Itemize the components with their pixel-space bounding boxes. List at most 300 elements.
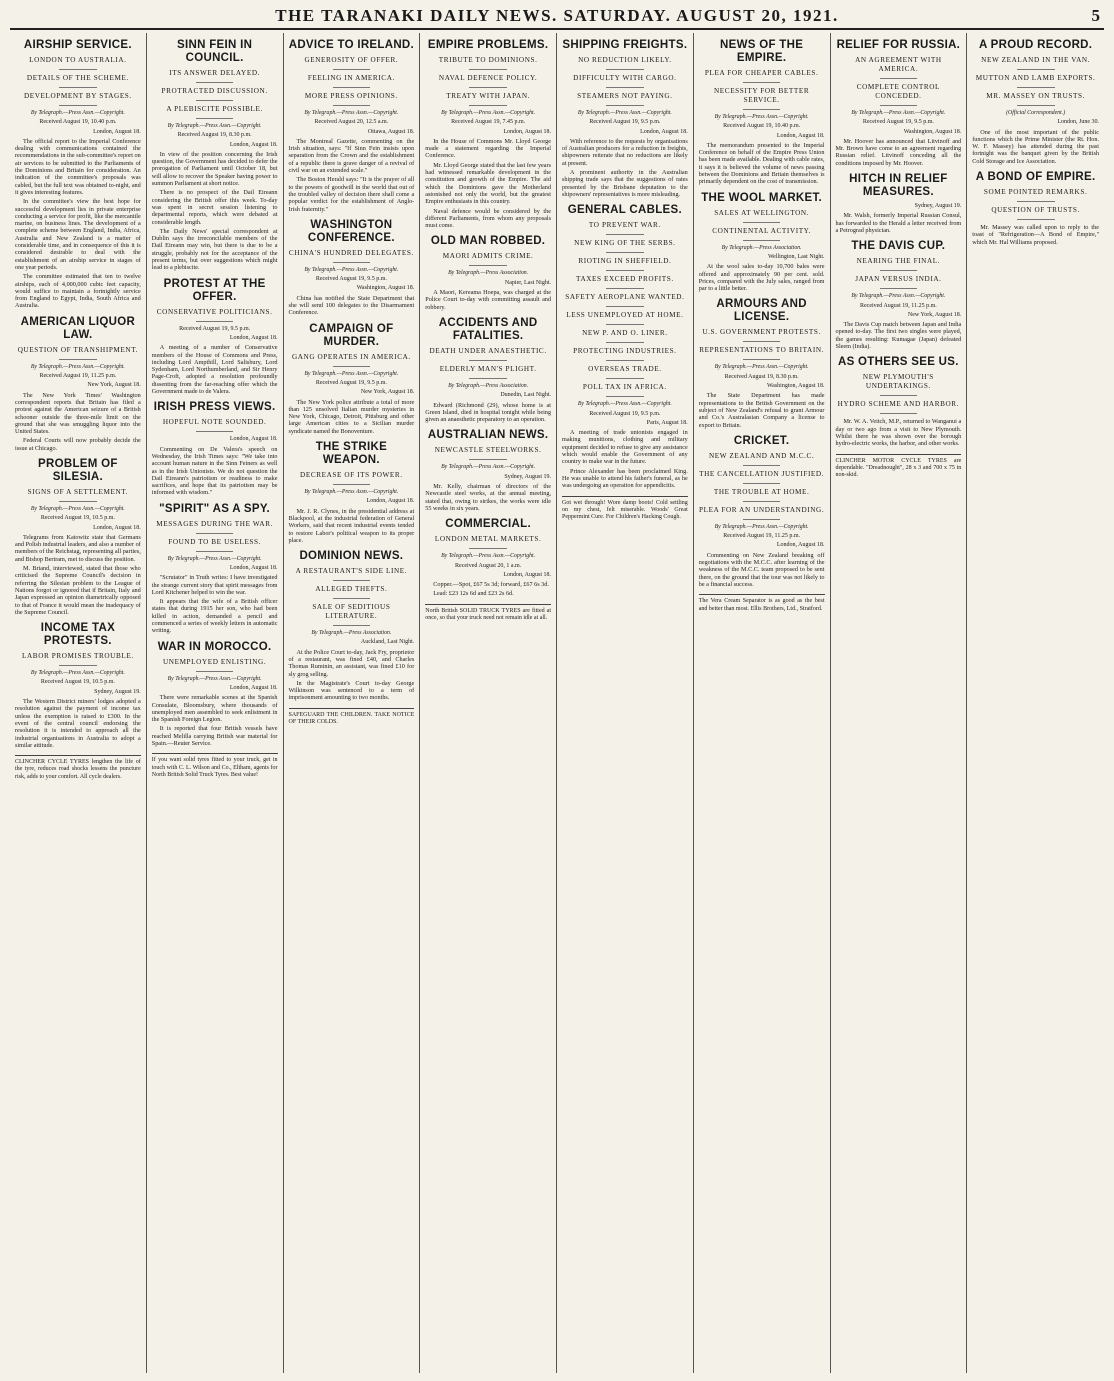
deck-divider bbox=[196, 671, 234, 672]
deck-divider bbox=[196, 118, 234, 119]
article-deck: MAORI ADMITS CRIME. bbox=[442, 252, 534, 261]
article-paragraph: The memorandum presented to the Imperial Conference on behalf of the Empire Press Union has been made available. Dealing with cable rates, it says it is believed the volume of news passing between the Dominions and Britain themselves is primarily dependent on the cost of transmission. bbox=[698, 141, 825, 186]
article-deck: NECESSITY FOR BETTER SERVICE. bbox=[714, 87, 810, 104]
article-paragraph: In the Magistrate's Court to-day George Wilkinson was sentenced to a term of imprisonment amounting to two months. bbox=[288, 679, 415, 702]
column-8 bbox=[967, 33, 1104, 1373]
article-paragraph: Mr. Hoover has announced that Litvinoff and Mr. Brown have come to an agreement regarding Russian relief. Litvinoff conceding all the conditions imposed by Mr. Hoover. bbox=[835, 137, 962, 167]
article-headline: ADVICE TO IRELAND. bbox=[288, 39, 415, 51]
article-received: Received August 19, 8.30 p.m. bbox=[724, 373, 799, 380]
article-received: Received August 19, 10.5 p.m. bbox=[40, 515, 115, 522]
deck-divider bbox=[743, 483, 781, 484]
article-paragraph: Mr. W. A. Veitch, M.P., returned to Wanganui a day or two ago from a visit to New Plymouth. Whilst there he was shown over the borough hydro-electric works, the harbor, and other works. bbox=[835, 418, 962, 448]
article-deck: HOPEFUL NOTE SOUNDED. bbox=[162, 418, 267, 427]
deck-divider bbox=[1017, 201, 1055, 202]
deck-divider bbox=[196, 533, 234, 534]
article-received: Received August 19, 7.45 p.m. bbox=[451, 119, 526, 126]
advertisement: The Vera Cream Separator is as good as the best and better than most. Ellis Brothers, Ltd., Stratford. bbox=[699, 594, 825, 613]
article bbox=[152, 503, 278, 635]
deck-divider bbox=[469, 459, 507, 460]
article bbox=[425, 429, 551, 512]
article-byline: By Telegraph.—Press Assn.—Copyright. bbox=[30, 110, 125, 116]
article-headline: NEWS OF THE EMPIRE. bbox=[720, 39, 804, 64]
deck-divider bbox=[469, 360, 507, 361]
article-received: Received August 19, 11.25 p.m. bbox=[723, 533, 801, 540]
article bbox=[15, 622, 141, 749]
article-headline: AMERICAN LIQUOR LAW. bbox=[20, 315, 136, 341]
deck-divider bbox=[333, 366, 371, 367]
deck-divider bbox=[59, 105, 97, 106]
article-paragraph: The Boston Herald says: "It is the prayer of all to the powers of goodwill in the world that out of the troubled valley of decision there shall come a popular verdict for the establishment of Anglo-Irish fraternity." bbox=[288, 176, 415, 213]
deck-divider bbox=[743, 465, 781, 466]
article-paragraph: Telegrams from Katowitz state that Germans and Polish industrial leaders, and also a number of members of the Reichstag, representing all parties, and Bishop Bertram, met to discuss the position. bbox=[15, 533, 141, 563]
deck-divider bbox=[469, 378, 507, 379]
deck-divider bbox=[469, 548, 507, 549]
article-dateline: London, August 18. bbox=[366, 498, 415, 505]
article-dateline: London, August 18. bbox=[776, 132, 825, 139]
deck-divider bbox=[333, 105, 371, 106]
article-dateline: London, August 18. bbox=[229, 564, 278, 571]
article-paragraph: Federal Courts will now probably decide the issue at Chicago. bbox=[15, 437, 141, 452]
article-deck: THE TROUBLE AT HOME. bbox=[713, 487, 810, 496]
article-deck: TO PREVENT WAR. bbox=[588, 221, 661, 230]
article-deck: PROTRACTED DISCUSSION. bbox=[161, 87, 268, 95]
article-paragraph: China has notified the State Department that she will send 100 delegates to the Disarmament Conference. bbox=[288, 294, 415, 317]
article-paragraph: M. Briand, interviewed, stated that those who criticised the Supreme Council's decision in referring the Silesian problem to the League of Nations forgot or ignored that if Britain, Italy and Japan expressed an opinion diametrically opposed to that of France it would mean the inadequacy of the Supreme Council. bbox=[15, 565, 141, 616]
deck-divider bbox=[1017, 69, 1055, 70]
deck-divider bbox=[1017, 87, 1055, 88]
article-deck: SAFETY AEROPLANE WANTED. bbox=[565, 293, 685, 302]
deck-divider bbox=[880, 105, 918, 106]
advertisement: Got wet through! Wore damp boots! Cold settling on my chest, felt miserable. Woods' Great Peppermint Cure. For Children's Hacking Cough. bbox=[562, 496, 688, 522]
article-received: Received August 19, 11.25 p.m. bbox=[859, 302, 937, 309]
article bbox=[699, 192, 825, 293]
article-deck: FEELING IN AMERICA. bbox=[307, 74, 395, 82]
article-deck: CONTINENTAL ACTIVITY. bbox=[712, 226, 811, 235]
deck-divider bbox=[59, 501, 97, 502]
article-deck: NEW KING OF THE SERBS. bbox=[574, 239, 676, 248]
article-paragraph: Lead: £23 12s 6d and £23 2s 6d. bbox=[433, 590, 514, 598]
article-headline: A PROUD RECORD. bbox=[978, 39, 1093, 51]
article-received: Received August 19, 11.25 p.m. bbox=[39, 373, 117, 380]
article-deck: GANG OPERATES IN AMERICA. bbox=[291, 352, 411, 361]
article-deck: QUESTION OF TRANSHIPMENT. bbox=[17, 345, 139, 354]
article-headline: THE WOOL MARKET. bbox=[701, 191, 823, 204]
deck-divider bbox=[880, 413, 918, 414]
article-paragraph: The Davis Cup match between Japan and India opened to-day. The first two singles were played, the games resulting: Kumagae (Japan) defeated Sleem (India). bbox=[835, 321, 962, 351]
article-deck: NEARING THE FINAL. bbox=[856, 257, 941, 266]
article-deck: LONDON TO AUSTRALIA. bbox=[29, 56, 127, 64]
article bbox=[562, 204, 688, 489]
deck-divider bbox=[880, 78, 918, 79]
article-received: Received August 19, 8.30 p.m. bbox=[177, 132, 252, 139]
deck-divider bbox=[196, 100, 234, 101]
article-headline: COMMERCIAL. bbox=[445, 518, 531, 531]
article-dateline: Napier, Last Night. bbox=[504, 279, 551, 286]
article-deck: NEW ZEALAND AND M.C.C. bbox=[708, 451, 815, 460]
article-headline: AUSTRALIAN NEWS. bbox=[427, 429, 549, 442]
article-received: Received August 19, 10.40 p.m. bbox=[723, 123, 801, 130]
article-dateline: Wellington, Last Night. bbox=[767, 253, 825, 260]
advertisement: North British SOLID TRUCK TYRES are fitted at once, so that your truck need not remain idle at all. bbox=[425, 604, 551, 623]
article-dateline: Sydney, August 19. bbox=[914, 203, 962, 210]
deck-divider bbox=[196, 82, 234, 83]
article-paragraph: It appears that the wife of a British officer states that during 1915 her son, who had been killed in action, demanded a pencil and commenced a series of weekly letters in automatic writing. bbox=[151, 598, 278, 635]
article-paragraph: At the wool sales to-day 10,700 bales were offered and approximately 90 per cent. sold. Prices, compared with the July sales, ranged from par to a little better. bbox=[698, 263, 825, 293]
deck-divider bbox=[59, 87, 97, 88]
deck-divider bbox=[880, 270, 918, 271]
deck-divider bbox=[606, 105, 644, 106]
deck-divider bbox=[880, 395, 918, 396]
article-dateline: London, August 18. bbox=[503, 128, 551, 135]
article-deck: STEAMERS NOT PAYING. bbox=[577, 92, 673, 100]
article-deck: ITS ANSWER DELAYED. bbox=[169, 69, 261, 77]
article bbox=[425, 39, 551, 229]
deck-divider bbox=[196, 431, 234, 432]
article-headline: PROBLEM OF SILESIA. bbox=[38, 457, 118, 483]
article-deck: NEW ZEALAND IN THE VAN. bbox=[981, 56, 1091, 64]
article-dateline: Dunedin, Last Night. bbox=[500, 392, 551, 399]
article-deck: SALES AT WELLINGTON. bbox=[714, 208, 810, 217]
article-paragraph: With reference to the requests by organisations of Australian producers for a reduction in freights, shipowners reiterate that no reductions are likely at present. bbox=[562, 137, 688, 167]
article-deck: MESSAGES DURING THE WAR. bbox=[156, 519, 273, 528]
advertisement: CLINCHER MOTOR CYCLE TYRES are dependable. "Dreadnought", 28 x 3 and 700 x 75 in non-skid. bbox=[836, 454, 962, 480]
column-5 bbox=[557, 33, 694, 1373]
article bbox=[699, 39, 825, 186]
article-paragraph: In the committee's view the best hope for successful development lies in private enterprise conducting a service for profit, like the mercantile marine, on business lines. The development of a complete scheme between England, India, Africa, Australia and New Zealand is a matter of considerable time, and in consequence of this it is considered desirable to deal with the establishment of an airship service in stages of one year periods. bbox=[15, 198, 141, 271]
article-received: Received August 19, 9.5 p.m. bbox=[315, 276, 387, 283]
article bbox=[699, 435, 825, 588]
article-received: Received August 19, 10.5 p.m. bbox=[40, 679, 115, 686]
article bbox=[836, 39, 962, 167]
article bbox=[289, 39, 415, 213]
deck-divider bbox=[606, 252, 644, 253]
article-headline: OLD MAN ROBBED. bbox=[430, 235, 546, 248]
deck-divider bbox=[59, 69, 97, 70]
column-2 bbox=[147, 33, 284, 1373]
deck-divider bbox=[606, 69, 644, 70]
article-deck: CONSERVATIVE POLITICIANS. bbox=[156, 307, 273, 316]
article-headline: "SPIRIT" AS A SPY. bbox=[159, 502, 271, 515]
deck-divider bbox=[743, 519, 781, 520]
article-paragraph: Edward (Richmond (29), whose home is at Green Island, died in hospital tonight while being given an anaesthetic preparatory to an operation. bbox=[425, 401, 551, 424]
article-paragraph: The State Department has made representations to the British Government on the subject of New Zealand's refusal to grant Armour and Co.'s Australasian Company a license to export to Britain. bbox=[698, 392, 825, 429]
article-paragraph: In the House of Commons Mr. Lloyd George made a statement regarding the Imperial Conference. bbox=[425, 137, 551, 160]
article-deck: MORE PRESS OPINIONS. bbox=[304, 92, 398, 100]
article-deck: MUTTON AND LAMB EXPORTS. bbox=[975, 74, 1096, 82]
article-paragraph: The official report to the Imperial Conference dealing with communications contained the recommendations in the sub-committee's report on air services to be submitted to the Parliaments of the Dominions and Britain for consideration. An indication of the committee's proposals was cabled, but the full text was obtained to-night, and it gives interesting features. bbox=[15, 137, 141, 196]
article-headline: A BOND OF EMPIRE. bbox=[975, 171, 1096, 184]
advertisement: If you want solid tyres fitted to your truck, get in touch with C. L. Wilson and Co., Eltham, agents for North British Solid Truck Tyres. Best value! bbox=[152, 753, 278, 779]
article-dateline: Sydney, August 19. bbox=[504, 473, 551, 480]
article-dateline: Washington, August 18. bbox=[766, 383, 825, 390]
article-deck: A PLEBISCITE POSSIBLE. bbox=[166, 105, 263, 113]
deck-divider bbox=[333, 625, 371, 626]
article-deck: ELDERLY MAN'S PLIGHT. bbox=[439, 364, 537, 373]
deck-divider bbox=[606, 360, 644, 361]
article-deck: TAXES EXCEED PROFITS. bbox=[576, 275, 674, 284]
newspaper-title: THE TARANAKI DAILY NEWS. SATURDAY. AUGUST 20, 1921. bbox=[275, 6, 839, 25]
article-paragraph: There were remarkable scenes at the Spanish Consulate, Bloomsbury, where thousands of unemployed men assembled to seek enlistment in the Spanish Foreign Legion. bbox=[151, 694, 278, 724]
article-headline: SINN FEIN IN COUNCIL. bbox=[177, 39, 253, 64]
article-deck: NEWCASTLE STEELWORKS. bbox=[434, 446, 542, 455]
article bbox=[289, 219, 415, 317]
article-headline: EMPIRE PROBLEMS. bbox=[427, 39, 549, 51]
article-deck: GENEROSITY OF OFFER. bbox=[304, 56, 399, 64]
deck-divider bbox=[606, 270, 644, 271]
article-dateline: Auckland, Last Night. bbox=[360, 639, 415, 646]
deck-divider bbox=[606, 288, 644, 289]
article bbox=[836, 240, 962, 350]
article-dateline: London, August 18. bbox=[776, 542, 825, 549]
article-headline: CRICKET. bbox=[733, 434, 790, 447]
article-byline: By Telegraph.—Press Assn.—Copyright. bbox=[30, 670, 125, 677]
article-paragraph: There is no prospect of the Dail Eireann considering the British offer this week. To-day was spent in secret session listening to departmental reports, which were debated at considerable length. bbox=[151, 189, 278, 226]
article-dateline: London, August 18. bbox=[93, 524, 141, 531]
article-byline: By Telegraph.—Press Assn.—Copyright. bbox=[577, 401, 672, 408]
article-byline: By Telegraph.—Press Assn.—Copyright. bbox=[304, 266, 399, 273]
deck-divider bbox=[1017, 219, 1055, 220]
article-dateline: New York, August 18. bbox=[907, 311, 962, 318]
article-paragraph: Copper.—Spot, £67 5s 3d; forward, £67 6s 3d. bbox=[433, 581, 549, 589]
article-received: Received August 20, 1 a.m. bbox=[455, 562, 522, 569]
article-received: Received August 19, 9.5 p.m. bbox=[862, 119, 934, 126]
article-headline: AS OTHERS SEE US. bbox=[837, 356, 959, 369]
column-7 bbox=[831, 33, 968, 1373]
article-deck: OVERSEAS TRADE. bbox=[588, 365, 662, 374]
deck-divider bbox=[333, 580, 371, 581]
article-paragraph: Naval defence would be considered by the different Parliaments, from whom any proposals must come. bbox=[425, 207, 551, 230]
column-4 bbox=[420, 33, 557, 1373]
article-headline: ARMOURS AND LICENSE. bbox=[716, 298, 807, 324]
article-dateline: New York, August 18. bbox=[360, 389, 415, 396]
article-paragraph: Mr. Kelly, chairman of directors of the Newcastle steel works, at the annual meeting, stated that, owing to strikes, the works were idle 55 weeks in six years. bbox=[425, 483, 551, 512]
column-1 bbox=[10, 33, 147, 1373]
deck-divider bbox=[743, 109, 781, 110]
deck-divider bbox=[606, 87, 644, 88]
advertisement: CLINCHER CYCLE TYRES lengthen the life of the tyre, reduces road shocks lessens the puncture risk, adds to your comfort. All cycle dealers. bbox=[15, 755, 141, 781]
article-deck: TRIBUTE TO DOMINIONS. bbox=[438, 56, 538, 64]
article-byline: By Telegraph.—Press Assn.—Copyright. bbox=[714, 523, 809, 530]
article-byline: By Telegraph.—Press Assn.—Copyright. bbox=[304, 489, 399, 496]
article-byline: By Telegraph.—Press Assn.—Copyright. bbox=[167, 555, 262, 562]
article-paragraph: One of the most important of the public functions which the Prime Minister (the Rt. Hon. W. F. Massey) has attended during the past fortnight was the banquet given by the British Cold Storage and Ice Association. bbox=[972, 128, 1099, 165]
article-paragraph: Mr. Lloyd George stated that the last few years had witnessed remarkable development in the constitution and growth of the Empire. The aid which the Dominions gave the Motherland astonished not only the world, but the greatest Empire enthusiasts in this country. bbox=[425, 161, 551, 206]
article-paragraph: The Daily News' special correspondent at Dublin says the irreconcilable members of the Dail Eireann may win, but there is due to be a struggle, probably not for the acceptance of the present terms, but over suggestions which might lead to a plebiscite. bbox=[151, 227, 278, 272]
deck-divider bbox=[880, 288, 918, 289]
article-dateline: London, August 18. bbox=[640, 128, 688, 135]
deck-divider bbox=[743, 359, 781, 360]
article bbox=[972, 171, 1099, 246]
deck-divider bbox=[469, 265, 507, 266]
article-dateline: London, August 18. bbox=[229, 684, 278, 691]
article bbox=[152, 401, 278, 496]
article-paragraph: A meeting of trade unionists engaged in making munitions, clothing and military equipment decided to refuse to give any assistance which would enable the Government of any country to make war in the future. bbox=[562, 429, 688, 466]
deck-divider bbox=[469, 87, 507, 88]
deck-divider bbox=[333, 69, 371, 70]
article-paragraph: Prince Alexander has been proclaimed King. He was unable to attend his father's funeral, as he was undergoing an operation for appendicitis. bbox=[562, 467, 688, 490]
deck-divider bbox=[196, 551, 234, 552]
article-byline: By Telegraph.—Press Assn.—Copyright. bbox=[441, 110, 536, 116]
columns-container bbox=[10, 33, 1104, 1373]
article-byline: By Telegraph.—Press Association. bbox=[448, 382, 529, 389]
article bbox=[425, 518, 551, 597]
article-headline: PROTEST AT THE OFFER. bbox=[163, 277, 266, 303]
article-deck: LESS UNEMPLOYED AT HOME. bbox=[566, 311, 684, 320]
masthead bbox=[10, 0, 1104, 30]
article-paragraph: A meeting of a number of Conservative members of the House of Commons and Press, including Lord Ampthill, Lord Salisbury, Lord Sydenham, Lord Northumberland, and Sir Henry Page-Croft, adopted a resolution profoundly dissenting from the far-reaching offer which the Government made to de Valera. bbox=[151, 344, 278, 396]
article-deck: HYDRO SCHEME AND HARBOR. bbox=[837, 400, 960, 409]
article bbox=[152, 39, 278, 272]
article-headline: SHIPPING FREIGHTS. bbox=[562, 39, 688, 51]
article-deck: DEVELOPMENT BY STAGES. bbox=[23, 92, 132, 100]
article-byline: By Telegraph.—Press Assn.—Copyright. bbox=[714, 114, 809, 120]
article bbox=[836, 356, 962, 447]
article bbox=[15, 458, 141, 616]
deck-divider bbox=[1017, 105, 1055, 106]
article-byline: By Telegraph.—Press Assn.—Copyright. bbox=[714, 364, 809, 371]
article-dateline: Washington, August 18. bbox=[903, 128, 962, 135]
article-deck: ALLEGED THEFTS. bbox=[315, 585, 388, 594]
article-dateline: London, August 18. bbox=[229, 334, 278, 341]
article-deck: MR. MASSEY ON TRUSTS. bbox=[986, 92, 1085, 100]
article-byline: By Telegraph.—Press Association. bbox=[311, 630, 392, 637]
article-dateline: London, June 30. bbox=[1057, 119, 1099, 126]
article-deck: CHINA'S HUNDRED DELEGATES. bbox=[288, 248, 414, 257]
page-number: 5 bbox=[1091, 6, 1100, 25]
deck-divider bbox=[606, 342, 644, 343]
article-byline: By Telegraph.—Press Assn.—Copyright. bbox=[30, 505, 125, 512]
deck-divider bbox=[333, 484, 371, 485]
article-deck: NO REDUCTION LIKELY. bbox=[578, 56, 672, 64]
article bbox=[15, 39, 141, 310]
article-dateline: New York, August 18. bbox=[87, 382, 141, 389]
article bbox=[15, 316, 141, 452]
deck-divider bbox=[469, 69, 507, 70]
deck-divider bbox=[606, 234, 644, 235]
deck-divider bbox=[59, 665, 97, 666]
article-deck: DIFFICULTY WITH CARGO. bbox=[573, 74, 677, 82]
article-byline: By Telegraph.—Press Assn.—Copyright. bbox=[167, 123, 262, 129]
article-byline: By Telegraph.—Press Assn.—Copyright. bbox=[441, 553, 536, 560]
article bbox=[699, 298, 825, 428]
article-deck: REPRESENTATIONS TO BRITAIN. bbox=[699, 346, 825, 355]
article bbox=[972, 39, 1099, 165]
article-headline: IRISH PRESS VIEWS. bbox=[153, 401, 276, 414]
article-deck: PLEA FOR CHEAPER CABLES. bbox=[704, 69, 819, 77]
article-paragraph: Mr. J. R. Clynes, in the presidential address at Blackpool, at the industrial federation of General Workers, said that recent industrial events tended to restore Labor's political weapon to its proper place. bbox=[288, 507, 415, 544]
article-byline: By Telegraph.—Press Assn.—Copyright. bbox=[30, 363, 125, 370]
article-paragraph: In view of the position concerning the Irish question, the Government has decided to defer the prorogation of Parliament until October 18, but will allow to recover the Speaker having power to summon Parliament at short notice. bbox=[151, 150, 278, 188]
deck-divider bbox=[743, 82, 781, 83]
advertisement: SAFEGUARD THE CHILDREN. TAKE NOTICE OF THEIR COLDS. bbox=[289, 708, 415, 727]
article-byline: By Telegraph.—Press Association. bbox=[448, 270, 529, 277]
article-dateline: Sydney, August 19. bbox=[94, 688, 141, 695]
article-deck: DEATH UNDER ANAESTHETIC. bbox=[429, 346, 547, 355]
deck-divider bbox=[606, 396, 644, 397]
article-deck: NEW PLYMOUTH'S UNDERTAKINGS. bbox=[862, 373, 934, 391]
article-deck: A RESTAURANT'S SIDE LINE. bbox=[295, 567, 408, 576]
article-deck: U.S. GOVERNMENT PROTESTS. bbox=[702, 328, 821, 337]
article-dateline: London, August 18. bbox=[229, 141, 278, 148]
article bbox=[152, 278, 278, 396]
article-paragraph: Mr. Walsh, formerly Imperial Russian Consul, has forwarded to the Herald a letter received from a Petrograd physician. bbox=[835, 212, 962, 234]
article-byline: By Telegraph.—Press Assn.—Copyright. bbox=[441, 464, 536, 471]
article bbox=[152, 641, 278, 748]
article-deck: AN AGREEMENT WITH AMERICA. bbox=[855, 56, 942, 73]
article bbox=[289, 323, 415, 435]
article-headline: INCOME TAX PROTESTS. bbox=[40, 622, 116, 648]
article-paragraph: The committee estimated that ten to twelve airships, each of 4,000,000 cubic feet capacity, would suffice to maintain a fortnightly service from England to Egypt, India, South Africa and Australia. bbox=[15, 273, 141, 310]
article-deck: NEW P. AND O. LINER. bbox=[582, 329, 668, 338]
article-headline: ACCIDENTS AND FATALITIES. bbox=[438, 316, 538, 342]
article-headline: HITCH IN RELIEF MEASURES. bbox=[849, 173, 948, 199]
article-headline: THE STRIKE WEAPON. bbox=[315, 441, 388, 467]
article-paragraph: Mr. Massey was called upon to reply to the toast of "Refrigeration—A Bond of Empire," which Mr. Hal Williams proposed. bbox=[972, 224, 1099, 246]
article-deck: JAPAN VERSUS INDIA. bbox=[855, 275, 942, 284]
deck-divider bbox=[333, 598, 371, 599]
deck-divider bbox=[606, 306, 644, 307]
article-byline: By Telegraph.—Press Assn.—Copyright. bbox=[167, 675, 262, 682]
article-deck: TREATY WITH JAPAN. bbox=[446, 92, 531, 100]
deck-divider bbox=[469, 105, 507, 106]
article-paragraph: It is reported that four British vessels have reached Melilla carrying British war material for Spain.—Reuter Service. bbox=[151, 725, 278, 748]
article-paragraph: A prominent authority in the Australian shipping trade says that the suggestions of rates presented by the Brisbane deputation to the shipowners' representatives is more misleading. bbox=[562, 169, 688, 198]
article-headline: AIRSHIP SERVICE. bbox=[23, 39, 132, 51]
article-paragraph: The New York police attribute a total of more than 125 unsolved Italian murder mysteries in New York, Chicago, Detroit, Pittsburg and other large American cities to a Sicilian murder syndicate named the Bonoventure. bbox=[288, 398, 415, 435]
article-dateline: London, August 18. bbox=[503, 571, 551, 578]
article-deck: DECREASE OF ITS POWER. bbox=[300, 471, 403, 480]
article-headline: DOMINION NEWS. bbox=[299, 550, 404, 563]
article-deck: LABOR PROMISES TROUBLE. bbox=[22, 652, 134, 661]
article-deck: POLL TAX IN AFRICA. bbox=[582, 383, 667, 392]
article-byline: By Telegraph.—Press Association. bbox=[721, 244, 802, 251]
article-received: Received August 19, 10.40 p.m. bbox=[39, 119, 117, 126]
article-deck: PLEA FOR AN UNDERSTANDING. bbox=[699, 505, 825, 514]
article-deck: SIGNS OF A SETTLEMENT. bbox=[27, 487, 129, 496]
article bbox=[836, 173, 962, 234]
article-received: Received August 20, 12.5 a.m. bbox=[314, 119, 389, 126]
article-received: Received August 19, 9.5 p.m. bbox=[589, 410, 661, 417]
article-received: Received August 19, 9.5 p.m. bbox=[179, 325, 251, 332]
article-received: Received August 19, 9.5 p.m. bbox=[315, 379, 387, 386]
article-received: Received August 19, 9.5 p.m. bbox=[589, 119, 661, 126]
deck-divider bbox=[743, 341, 781, 342]
article-dateline: London, August 18. bbox=[229, 436, 278, 443]
article-headline: WASHINGTON CONFERENCE. bbox=[307, 218, 395, 244]
article-byline: By Telegraph.—Press Assn.—Copyright. bbox=[851, 293, 946, 300]
article-byline: By Telegraph.—Press Assn.—Copyright. bbox=[304, 110, 399, 116]
deck-divider bbox=[59, 359, 97, 360]
article-deck: SALE OF SEDITIOUS LITERATURE. bbox=[312, 603, 391, 621]
article-dateline: Washington, August 18. bbox=[356, 285, 415, 292]
article bbox=[425, 317, 551, 423]
article-dateline: Ottawa, August 18. bbox=[367, 128, 415, 135]
deck-divider bbox=[606, 378, 644, 379]
deck-divider bbox=[743, 240, 781, 241]
article-deck: QUESTION OF TRUSTS. bbox=[991, 206, 1080, 215]
article bbox=[289, 550, 415, 702]
deck-divider bbox=[743, 222, 781, 223]
article-byline: (Official Correspondent.) bbox=[1006, 110, 1066, 116]
article bbox=[562, 39, 688, 198]
article-deck: UNEMPLOYED ENLISTING. bbox=[163, 657, 267, 666]
deck-divider bbox=[196, 321, 234, 322]
article-headline: WAR IN MOROCCO. bbox=[157, 640, 272, 653]
article-byline: By Telegraph.—Press Assn.—Copyright. bbox=[577, 110, 672, 116]
article bbox=[425, 235, 551, 310]
article-deck: PROTECTING INDUSTRIES. bbox=[573, 347, 677, 356]
article-paragraph: Commenting on De Valera's speech on Wednesday, the Irish Times says: "We take into account human nature in the Sinn Feiners as well as in the Irish Unionists. We do not question the Dail Eireann's patriotism or readiness to make sacrifices, and hope that its patriotism may be informed with wisdom." bbox=[151, 445, 278, 497]
